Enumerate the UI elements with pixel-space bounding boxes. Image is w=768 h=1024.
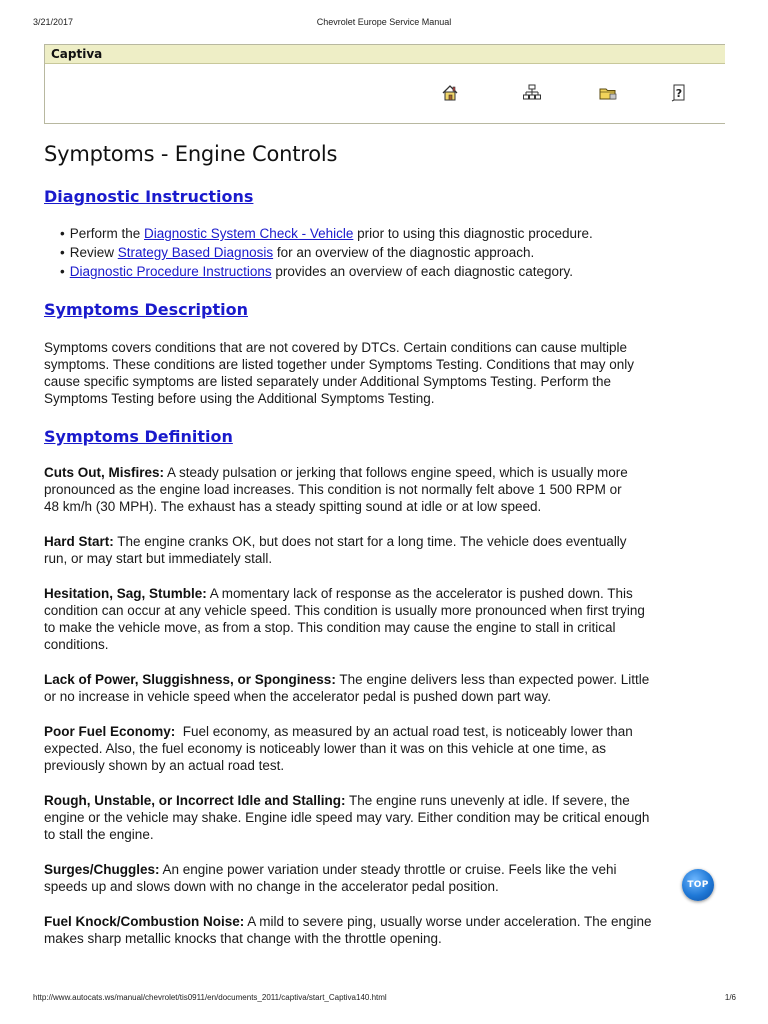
help-icon[interactable] [669, 83, 689, 103]
definition-poor-fuel-economy: Poor Fuel Economy: Fuel economy, as measured by an actual road test, is noticeably lower than expected. Also, the fuel economy is noticeably lower than it was on this vehicle at one time, as previously shown by an actual road test. [44, 724, 633, 773]
definition-surges: Surges/Chuggles: An engine power variation under steady throttle or cruise. Feels like the vehi speeds up and slows down with no change in the accelerator pedal position. [44, 862, 617, 894]
diagnostic-instructions-link[interactable]: Diagnostic Instructions [44, 187, 254, 206]
page-title: Symptoms - Engine Controls [44, 142, 338, 166]
page-number: 1/6 [724, 993, 736, 1002]
definition-rough-idle: Rough, Unstable, or Incorrect Idle and Stalling: The engine runs unevenly at idle. If severe, the engine or the vehicle may shake. Engine idle speed may vary. Either condition may be critical enough to stall the engine. [44, 793, 650, 842]
print-footer [0, 993, 768, 1007]
section-heading-symptoms-description [44, 300, 734, 319]
main-content [44, 142, 734, 947]
svg-text:?: ? [675, 87, 683, 100]
diagnostic-instructions-list [44, 224, 734, 281]
diagnostic-system-check-link[interactable]: Diagnostic System Check - Vehicle [144, 226, 354, 241]
definition-hard-start: Hard Start: The engine cranks OK, but does not start for a long time. The vehicle does eventually run, or may start but immediately stall. [44, 534, 627, 566]
print-title: Chevrolet Europe Service Manual [316, 17, 452, 27]
symptoms-description-link[interactable]: Symptoms Description [44, 300, 248, 319]
diagnostic-procedure-instructions-link[interactable]: Diagnostic Procedure Instructions [69, 264, 272, 279]
model-name: Captiva [45, 45, 725, 64]
section-heading-diagnostic-instructions [44, 187, 734, 206]
definition-cuts-out: Cuts Out, Misfires: A steady pulsation or jerking that follows engine speed, which is usually more pronounced as the engine load increases. This condition is not normally felt above 1 500 RPM or 48 km/h (30 MPH). The exhaust has a steady spitting sound at idle or at low speed. [44, 465, 628, 514]
strategy-based-diagnosis-link[interactable]: Strategy Based Diagnosis [117, 245, 274, 260]
definition-hesitation: Hesitation, Sag, Stumble: A momentary lack of response as the accelerator is pushed down. This condition can occur at any vehicle speed. This condition is usually more pronounced when first trying to make the vehicle move, as from a stop. This condition may cause the engine to stall in critical conditions. [44, 586, 645, 652]
sitemap-icon[interactable] [522, 83, 542, 103]
model-banner [44, 44, 725, 124]
print-date: 3/21/2017 [33, 17, 74, 27]
symptoms-description-text: Symptoms covers conditions that are not covered by DTCs. Certain conditions can cause multiple symptoms. These conditions are listed together under Symptoms Testing. Conditions that may only cause specific symptoms are listed separately under Additional Symptoms Testing. Perform the Symptoms Testing before using the Additional Symptoms Testing. [44, 340, 635, 406]
definition-lack-of-power: Lack of Power, Sluggishness, or Sponginess: The engine delivers less than expected power. Little or no increase in vehicle speed when the accelerator pedal is pushed down part way. [44, 672, 650, 704]
section-heading-symptoms-definition [44, 427, 734, 446]
list-item: • Review Strategy Based Diagnosis for an overview of the diagnostic approach. [60, 243, 734, 262]
back-to-top-button[interactable]: TOP [682, 869, 714, 901]
definition-fuel-knock: Fuel Knock/Combustion Noise: A mild to severe ping, usually worse under acceleration. The engine makes sharp metallic knocks that change with the throttle opening. [44, 914, 652, 946]
home-icon[interactable] [440, 83, 460, 103]
folder-icon[interactable] [598, 83, 618, 103]
list-item: • Diagnostic Procedure Instructions provides an overview of each diagnostic category. [60, 262, 734, 281]
print-header [0, 17, 768, 31]
list-item: • Perform the Diagnostic System Check - Vehicle prior to using this diagnostic procedure. [60, 224, 734, 243]
symptoms-definition-link[interactable]: Symptoms Definition [44, 427, 233, 446]
page-url: http://www.autocats.ws/manual/chevrolet/tis0911/en/documents_2011/captiva/start_Captiva140.html [33, 993, 387, 1002]
